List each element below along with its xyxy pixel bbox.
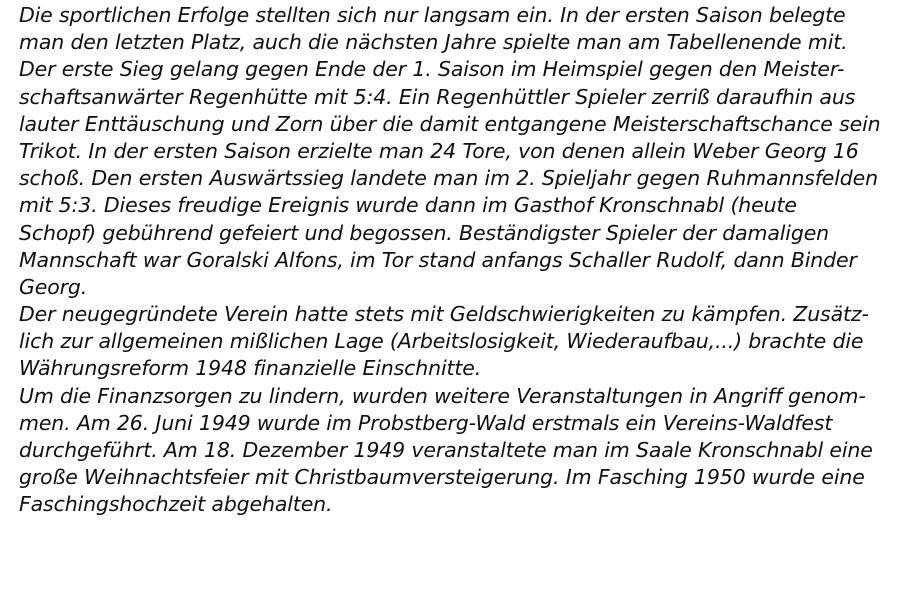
text-line: Georg. bbox=[19, 274, 88, 299]
text-line: Faschingshochzeit abgehalten. bbox=[19, 492, 333, 517]
text-line: Schopf) gebührend gefeiert und begossen. Beständigster Spieler der damaligen bbox=[19, 220, 830, 245]
text-line: große Weihnachtsfeier mit Christbaumversteigerung. Im Fasching 1950 wurde eine bbox=[19, 465, 865, 490]
text-line: Der neugegründete Verein hatte stets mit Geldschwierigkeiten zu kämpfen. Zusätz- bbox=[19, 302, 869, 327]
text-line: schoß. Den ersten Auswärtssieg landete man im 2. Spieljahr gegen Ruhmannsfelden bbox=[19, 166, 878, 191]
text-line: Die sportlichen Erfolge stellten sich nur langsam ein. In der ersten Saison belegte bbox=[19, 3, 846, 27]
text-line: Trikot. In der ersten Saison erzielte man 24 Tore, von denen allein Weber Georg 16 bbox=[19, 138, 859, 163]
text-line: man den letzten Platz, auch die nächsten Jahre spielte man am Tabellenende mit. bbox=[19, 30, 848, 55]
text-line: Der erste Sieg gelang gegen Ende der 1. Saison im Heimspiel gegen den Meister- bbox=[19, 57, 845, 82]
text-line: men. Am 26. Juni 1949 wurde im Probstberg-Wald erstmals ein Vereins-Waldfest bbox=[19, 410, 833, 435]
text-line: Um die Finanzsorgen zu lindern, wurden weitere Veranstaltungen in Angriff genom- bbox=[19, 383, 866, 408]
text-line: Mannschaft war Goralski Alfons, im Tor stand anfangs Schaller Rudolf, dann Binder bbox=[19, 247, 857, 272]
text-line: Währungsreform 1948 finanzielle Einschnitte. bbox=[19, 356, 482, 381]
text-line: mit 5:3. Dieses freudige Ereignis wurde dann im Gasthof Kronschnabl (heute bbox=[19, 193, 797, 218]
text-line: durchgeführt. Am 18. Dezember 1949 veranstaltete man im Saale Kronschnabl eine bbox=[19, 438, 873, 462]
body-text bbox=[19, 2, 909, 519]
text-line: lich zur allgemeinen mißlichen Lage (Arbeitslosigkeit, Wiederaufbau,...) brachte die bbox=[19, 329, 864, 354]
text-line: schaftsanwärter Regenhütte mit 5:4. Ein Regenhüttler Spieler zerriß daraufhin aus bbox=[19, 84, 856, 109]
text-line: lauter Enttäuschung und Zorn über die damit entgangene Meisterschaftschance sein bbox=[19, 111, 881, 136]
